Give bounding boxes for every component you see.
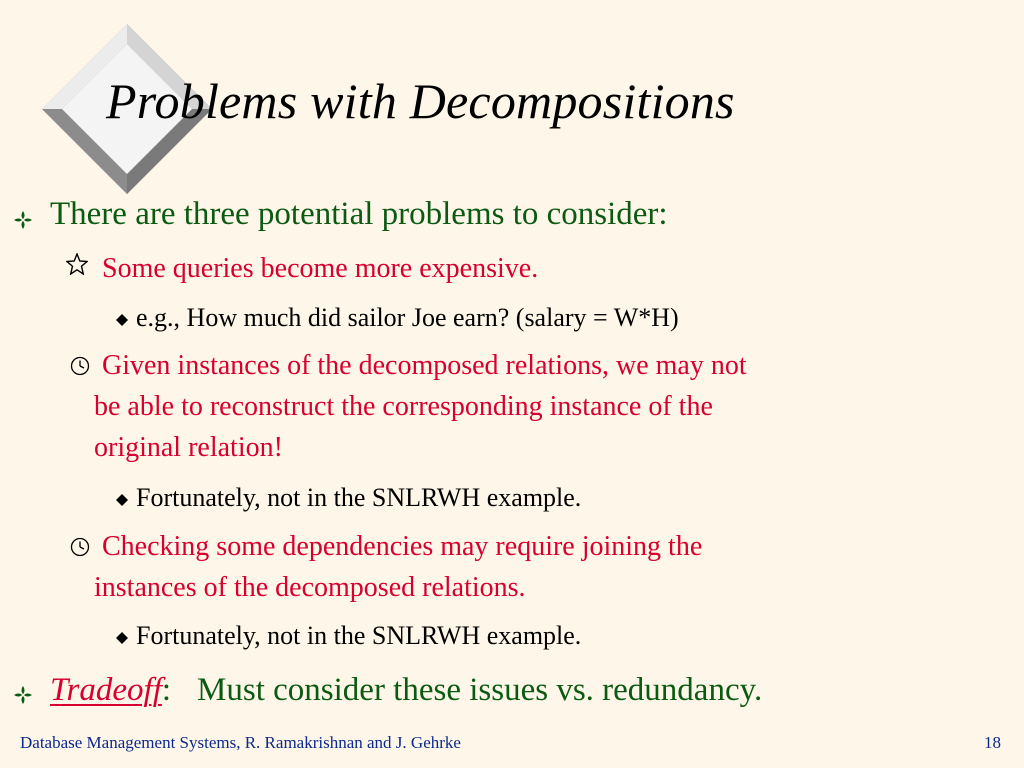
bullet-level2-text: instances of the decomposed relations. (94, 572, 526, 603)
bullet-level2-text: original relation! (94, 432, 283, 463)
tradeoff-term: Tradeoff (50, 672, 162, 708)
diamond-bullet-icon (116, 632, 128, 644)
diamond-bullet-icon (116, 494, 128, 506)
bullet-level1-text: There are three potential problems to consider: (50, 196, 668, 232)
tradeoff-colon: : (161, 672, 172, 708)
bullet-level3-text: Fortunately, not in the SNLRWH example. (136, 483, 582, 512)
clock-bullet-icon (70, 537, 90, 557)
slide-title: Problems with Decompositions (106, 73, 735, 129)
bullet-level3-text: Fortunately, not in the SNLRWH example. (136, 621, 582, 650)
bullet-level1-tradeoff (50, 672, 762, 709)
star-bullet-icon (66, 253, 88, 275)
page-number: 18 (984, 733, 1001, 752)
bullet-level2-text: Checking some dependencies may require joining the (102, 531, 703, 562)
diamond-bullet-icon (116, 314, 128, 326)
bullet-level2-text: Given instances of the decomposed relations, we may not (102, 350, 747, 381)
bullet-level2-text: Some queries become more expensive. (102, 253, 539, 284)
bullet-level3-text: e.g., How much did sailor Joe earn? (salary = W*H) (136, 303, 679, 332)
fleur-bullet-icon (12, 209, 34, 231)
bullet-level2-text: be able to reconstruct the corresponding instance of the (94, 391, 713, 422)
footer-credit: Database Management Systems, R. Ramakrishnan and J. Gehrke (20, 733, 461, 752)
tradeoff-text: Must consider these issues vs. redundancy. (197, 672, 763, 708)
clock-bullet-icon (70, 356, 90, 376)
fleur-bullet-icon (12, 684, 34, 706)
